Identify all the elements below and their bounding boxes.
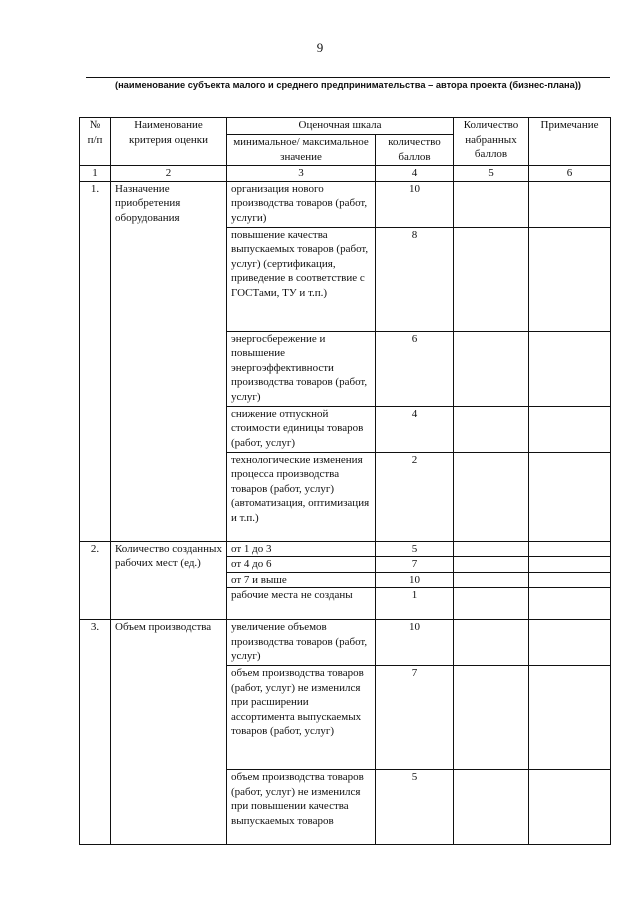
points-value: 7 — [376, 557, 454, 573]
scored-points-cell — [454, 770, 529, 845]
note-cell — [529, 557, 611, 573]
note-cell — [529, 331, 611, 406]
column-number: 3 — [227, 166, 376, 182]
column-number: 4 — [376, 166, 454, 182]
column-number: 5 — [454, 166, 529, 182]
column-number-row — [80, 166, 611, 182]
points-value: 4 — [376, 406, 454, 452]
points-value: 7 — [376, 666, 454, 770]
header-signature-line — [86, 77, 610, 78]
row-number: 3. — [80, 620, 111, 845]
criterion-name: Объем производства — [111, 620, 227, 845]
points-value: 5 — [376, 541, 454, 557]
header-rating-scale: Оценочная шкала — [227, 118, 454, 135]
scored-points-cell — [454, 406, 529, 452]
column-number: 6 — [529, 166, 611, 182]
scale-value: организация нового производства товаров (работ, услуги) — [227, 181, 376, 227]
scale-value: от 1 до 3 — [227, 541, 376, 557]
header-caption: (наименование субъекта малого и среднего предпринимательства – автора проекта (бизнес-плана)) — [114, 80, 582, 90]
header-num: № п/п — [80, 118, 111, 166]
scale-value: рабочие места не созданы — [227, 588, 376, 620]
note-cell — [529, 572, 611, 588]
header-criterion-name: Наименование критерия оценки — [111, 118, 227, 166]
scale-value: от 7 и выше — [227, 572, 376, 588]
points-value: 2 — [376, 452, 454, 541]
scale-value: объем производства товаров (работ, услуг) не изменился при расширении ассортимента выпускаемых товаров (работ, услуг) — [227, 666, 376, 770]
table-row — [80, 181, 611, 227]
points-value: 5 — [376, 770, 454, 845]
scored-points-cell — [454, 557, 529, 573]
evaluation-table — [79, 117, 611, 845]
points-value: 10 — [376, 181, 454, 227]
scored-points-cell — [454, 666, 529, 770]
scored-points-cell — [454, 331, 529, 406]
scale-value: снижение отпускной стоимости единицы товаров (работ, услуг) — [227, 406, 376, 452]
scored-points-cell — [454, 227, 529, 331]
scale-value: увеличение объемов производства товаров (работ, услуг) — [227, 620, 376, 666]
header-note: Примечание — [529, 118, 611, 166]
header-points: количество баллов — [376, 135, 454, 166]
scored-points-cell — [454, 452, 529, 541]
scored-points-cell — [454, 572, 529, 588]
row-number: 2. — [80, 541, 111, 620]
points-value: 10 — [376, 572, 454, 588]
note-cell — [529, 181, 611, 227]
scale-value: энергосбережение и повышение энергоэффективности производства товаров (работ, услуг) — [227, 331, 376, 406]
criterion-name: Назначение приобретения оборудования — [111, 181, 227, 541]
points-value: 6 — [376, 331, 454, 406]
table-row — [80, 620, 611, 666]
note-cell — [529, 588, 611, 620]
note-cell — [529, 666, 611, 770]
note-cell — [529, 541, 611, 557]
page-number: 9 — [316, 40, 324, 55]
points-value: 1 — [376, 588, 454, 620]
criterion-name: Количество созданных рабочих мест (ед.) — [111, 541, 227, 620]
column-number: 1 — [80, 166, 111, 182]
scale-value: повышение качества выпускаемых товаров (работ, услуг) (сертификация, приведение в соответствие с ГОСТами, ТУ и т.п.) — [227, 227, 376, 331]
scored-points-cell — [454, 181, 529, 227]
row-number: 1. — [80, 181, 111, 541]
header-min-max-value: минимальное/ максимальное значение — [227, 135, 376, 166]
header-scored-points: Количество набранных баллов — [454, 118, 529, 166]
scale-value: технологические изменения процесса производства товаров (работ, услуг) (автоматизация, оптимизация и т.п.) — [227, 452, 376, 541]
note-cell — [529, 770, 611, 845]
points-value: 8 — [376, 227, 454, 331]
scale-value: от 4 до 6 — [227, 557, 376, 573]
note-cell — [529, 227, 611, 331]
scored-points-cell — [454, 620, 529, 666]
note-cell — [529, 620, 611, 666]
note-cell — [529, 406, 611, 452]
scale-value: объем производства товаров (работ, услуг) не изменился при повышении качества выпускаемых товаров — [227, 770, 376, 845]
table-row — [80, 541, 611, 557]
column-number: 2 — [111, 166, 227, 182]
note-cell — [529, 452, 611, 541]
scored-points-cell — [454, 541, 529, 557]
points-value: 10 — [376, 620, 454, 666]
scored-points-cell — [454, 588, 529, 620]
